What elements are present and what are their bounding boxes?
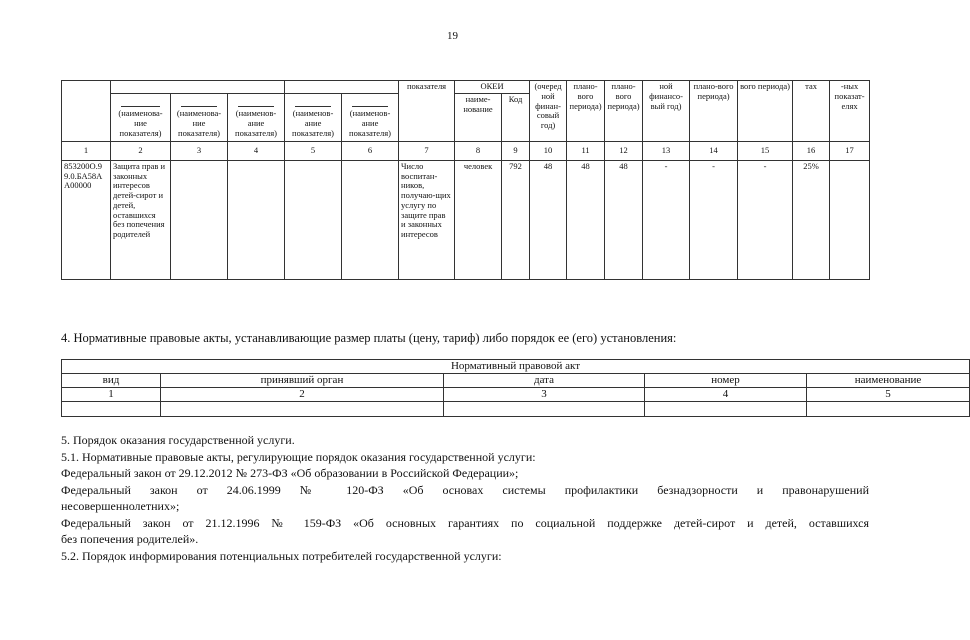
- service-volume-table: [61, 80, 870, 280]
- section-4-title: 4. Нормативные правовые акты, устанавливающие размер платы (цену, тариф) либо порядок ее (его) установления:: [61, 331, 677, 345]
- column-header: вид: [62, 374, 161, 388]
- header-col10: (очеред ной финан-совый год): [530, 81, 567, 142]
- value-col13: -: [643, 160, 690, 279]
- column-header: наименование: [807, 374, 970, 388]
- column-number: 16: [793, 141, 830, 160]
- unit-name: человек: [455, 160, 502, 279]
- header-col14: плано-вого периода): [690, 81, 738, 142]
- column-number: 14: [690, 141, 738, 160]
- paragraph: Федеральный закон от 21.12.1996 № 159-ФЗ «Об основных гарантиях по социальной поддержке детей-сирот и детей, оставшихся: [61, 515, 869, 530]
- paragraph: 5.1. Нормативные правовые акты, регулирующие порядок оказания государственной услуги:: [61, 449, 536, 464]
- table-row: [62, 160, 870, 279]
- header-col15: вого периода): [738, 81, 793, 142]
- header-col13: ной финансо-вый год): [643, 81, 690, 142]
- column-number: 3: [444, 388, 645, 402]
- registry-code: 853200О.99.0.БА58АА00000: [62, 160, 111, 279]
- column-number: 4: [228, 141, 285, 160]
- header-col3-sub: (наименова-ние показателя): [171, 93, 228, 141]
- empty-cell: [161, 402, 444, 417]
- legal-act-title: Нормативный правовой акт: [62, 360, 970, 374]
- empty-cell: [171, 160, 228, 279]
- section-5-text: [61, 432, 869, 564]
- header-okei-code: Код: [502, 93, 530, 141]
- header-okei: ОКЕИ: [455, 81, 530, 94]
- value-col14: -: [690, 160, 738, 279]
- column-number: 15: [738, 141, 793, 160]
- value-col15: -: [738, 160, 793, 279]
- paragraph: 5.2. Порядок информирования потенциальных потребителей государственной услуги:: [61, 548, 502, 563]
- table-row: [62, 402, 970, 417]
- column-number: 5: [285, 141, 342, 160]
- column-number: 7: [399, 141, 455, 160]
- service-content: Защита прав и законных интересов детей-сирот и детей, оставшихся без попечения родителей: [111, 160, 171, 279]
- header-cell-5-6: [285, 81, 399, 94]
- empty-cell: [830, 160, 870, 279]
- value-col16: 25%: [793, 160, 830, 279]
- paragraph: 5. Порядок оказания государственной услуги.: [61, 433, 295, 447]
- column-header: номер: [645, 374, 807, 388]
- header-col5-sub: (наименов-ание показателя): [285, 93, 342, 141]
- paragraph: Федеральный закон от 24.06.1999 № 120-ФЗ «Об основах системы профилактики безнадзорности и правонарушений: [61, 482, 869, 497]
- column-number: 1: [62, 141, 111, 160]
- unit-code: 792: [502, 160, 530, 279]
- table-row: [62, 374, 970, 388]
- column-number: 10: [530, 141, 567, 160]
- table-row: [62, 388, 970, 402]
- column-number: 1: [62, 388, 161, 402]
- table-row: [62, 360, 970, 374]
- column-number: 17: [830, 141, 870, 160]
- column-number: 5: [807, 388, 970, 402]
- header-okei-name: наиме-нование: [455, 93, 502, 141]
- empty-cell: [444, 402, 645, 417]
- header-col12: плано-вого периода): [605, 81, 643, 142]
- header-col17: -ных показат-елях: [830, 81, 870, 142]
- page-number: 19: [447, 30, 458, 42]
- column-number: 6: [342, 141, 399, 160]
- header-col2-sub: (наименова-ние показателя): [111, 93, 171, 141]
- value-col11: 48: [567, 160, 605, 279]
- column-numbers-row: [62, 141, 870, 160]
- value-col10: 48: [530, 160, 567, 279]
- value-col12: 48: [605, 160, 643, 279]
- column-number: 4: [645, 388, 807, 402]
- column-number: 12: [605, 141, 643, 160]
- legal-act-table: [61, 359, 970, 417]
- header-col6-sub: (наименов-ание показателя): [342, 93, 399, 141]
- empty-cell: [807, 402, 970, 417]
- header-indicator: показателя: [399, 81, 455, 142]
- header-col16: тах: [793, 81, 830, 142]
- empty-cell: [645, 402, 807, 417]
- table-header-row: [62, 81, 870, 94]
- empty-cell: [342, 160, 399, 279]
- paragraph: Федеральный закон от 29.12.2012 № 273-ФЗ «Об образовании в Российской Федерации»;: [61, 466, 519, 480]
- column-number: 9: [502, 141, 530, 160]
- paragraph: без попечения родителей».: [61, 532, 199, 546]
- column-number: 2: [111, 141, 171, 160]
- column-number: 3: [171, 141, 228, 160]
- column-number: 8: [455, 141, 502, 160]
- empty-cell: [228, 160, 285, 279]
- paragraph: несовершеннолетних»;: [61, 499, 180, 513]
- column-number: 11: [567, 141, 605, 160]
- indicator-name: Число воспитан-ников, получаю-щих услугу по защите прав и законных интересов: [399, 160, 455, 279]
- header-col11: плано-вого периода): [567, 81, 605, 142]
- header-cell-2-4: [111, 81, 285, 94]
- header-col4-sub: (наименов-ание показателя): [228, 93, 285, 141]
- column-number: 13: [643, 141, 690, 160]
- empty-cell: [285, 160, 342, 279]
- column-header: принявший орган: [161, 374, 444, 388]
- empty-cell: [62, 402, 161, 417]
- header-cell-1: [62, 81, 111, 142]
- column-number: 2: [161, 388, 444, 402]
- column-header: дата: [444, 374, 645, 388]
